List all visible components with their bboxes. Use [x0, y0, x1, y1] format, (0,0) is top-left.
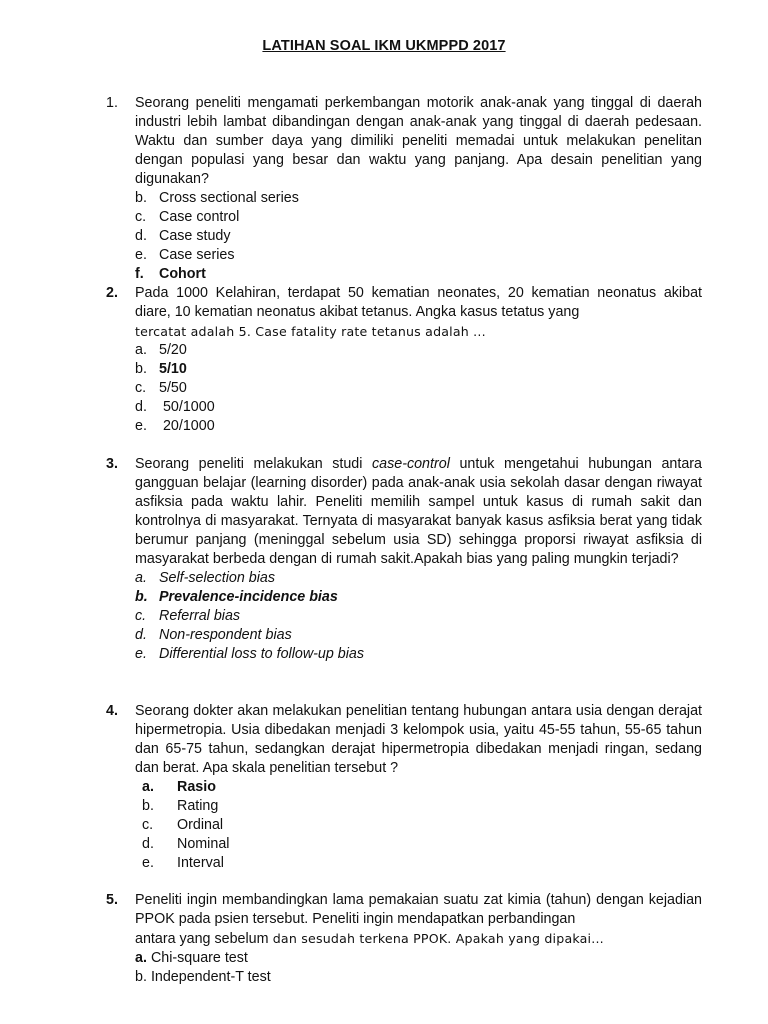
- option-e: e. Case series: [135, 247, 235, 263]
- question-number: 3.: [106, 456, 118, 472]
- question-text: Seorang peneliti melakukan studi case-control untuk mengetahui hubungan antara gangguan belajar (learning disorder) pada anak-anak usia sekolah dasar dengan riwayat asfiksia pada waktu lahir. Peneliti memilih sampel untuk kasus di rumah sakit dan kontrolnya di masyarakat. Ternyata di masyarakat banyak kasus asfiksia berat yang tidak berumur panjang (meninggal sebelum usia SD) sehingga proporsi riwayat asfiksia di masyarakat berbeda dengan di rumah sakit.Apakah bias yang paling mungkin terjadi?: [135, 456, 703, 567]
- options-list: [135, 569, 702, 664]
- option-a: a. Self-selection bias: [135, 570, 276, 586]
- option-b-answer: b. Prevalence-incidence bias: [135, 589, 338, 605]
- question-1: [106, 94, 702, 284]
- option-c: c. 5/50: [135, 380, 187, 396]
- question-text-tail: tercatat adalah 5. Case fatality rate tetanus adalah ...: [135, 324, 486, 339]
- option-a-answer: a. Rasio: [142, 779, 216, 795]
- option-a: a. Chi-square test: [135, 950, 248, 966]
- option-b: b. Independent-T test: [135, 969, 271, 985]
- question-text-tail: dan sesudah terkena PPOK. Apakah yang dipakai...: [268, 931, 604, 946]
- question-number: 1.: [106, 95, 118, 111]
- options-list: [135, 189, 702, 284]
- question-5: [106, 891, 702, 987]
- option-b-answer: b. 5/10: [135, 361, 187, 377]
- option-e: e. Interval: [142, 855, 224, 871]
- question-4: [106, 702, 702, 873]
- question-text: Peneliti ingin membandingkan lama pemakaian suatu zat kimia (tahun) dengan kejadian PPOK pada psien tersebut. Peneliti ingin mendapatkan perbandingan antara yang sebelum dan sesudah terkena PPOK. Apakah yang dipakai...: [135, 892, 702, 947]
- question-text: Seorang peneliti mengamati perkembangan motorik anak-anak yang tinggal di daerah industri lebih lambat dibandingan dengan anak-anak yang tinggal di daerah pedesaan. Waktu dan sumber daya yang dimiliki peneliti memadai untuk melakukan penelitan dengan populasi yang besar dan waktu yang panjang. Apa desain penelitian yang digunakan?: [135, 95, 702, 187]
- question-text: Seorang dokter akan melakukan penelitian tentang hubungan antara usia dengan derajat hipermetropia. Usia dibedakan menjadi 3 kelompok usia, yaitu 45-55 tahun, 55-65 tahun dan 65-75 tahun, sedangkan derajat hipermetropia dibedakan menjadi ringan, sedang dan berat. Apa skala penelitian tersebut ?: [135, 703, 702, 776]
- option-f-answer: f. Cohort: [135, 266, 206, 282]
- option-c: c. Case control: [135, 209, 240, 225]
- page-title: LATIHAN SOAL IKM UKMPPD 2017: [262, 38, 506, 54]
- option-d: d. 50/1000: [135, 399, 215, 415]
- option-b: b. Rating: [142, 798, 219, 814]
- options-list: [135, 949, 702, 987]
- options-list: [135, 341, 702, 436]
- question-number: 4.: [106, 703, 118, 719]
- option-a: a. 5/20: [135, 342, 187, 358]
- question-3: [106, 455, 702, 664]
- option-b: b. Cross sectional series: [135, 190, 299, 206]
- option-d: d. Nominal: [142, 836, 230, 852]
- italic-term: case-control: [372, 456, 450, 472]
- option-d: d. Non-respondent bias: [135, 627, 292, 643]
- question-number: 2.: [106, 285, 118, 301]
- options-list: [142, 778, 702, 873]
- option-e: e. 20/1000: [135, 418, 215, 434]
- option-c: c. Ordinal: [142, 817, 224, 833]
- option-d: d. Case study: [135, 228, 231, 244]
- question-2: [106, 284, 702, 436]
- option-e: e. Differential loss to follow-up bias: [135, 646, 365, 662]
- option-c: c. Referral bias: [135, 608, 241, 624]
- question-text: Pada 1000 Kelahiran, terdapat 50 kematian neonates, 20 kematian neonatus akibat diare, 10 kematian neonatus akibat tetanus. Angka kasus tetatus yang tercatat adalah 5. Case fatality rate tetanus adalah ...: [135, 285, 702, 339]
- question-number: 5.: [106, 892, 118, 908]
